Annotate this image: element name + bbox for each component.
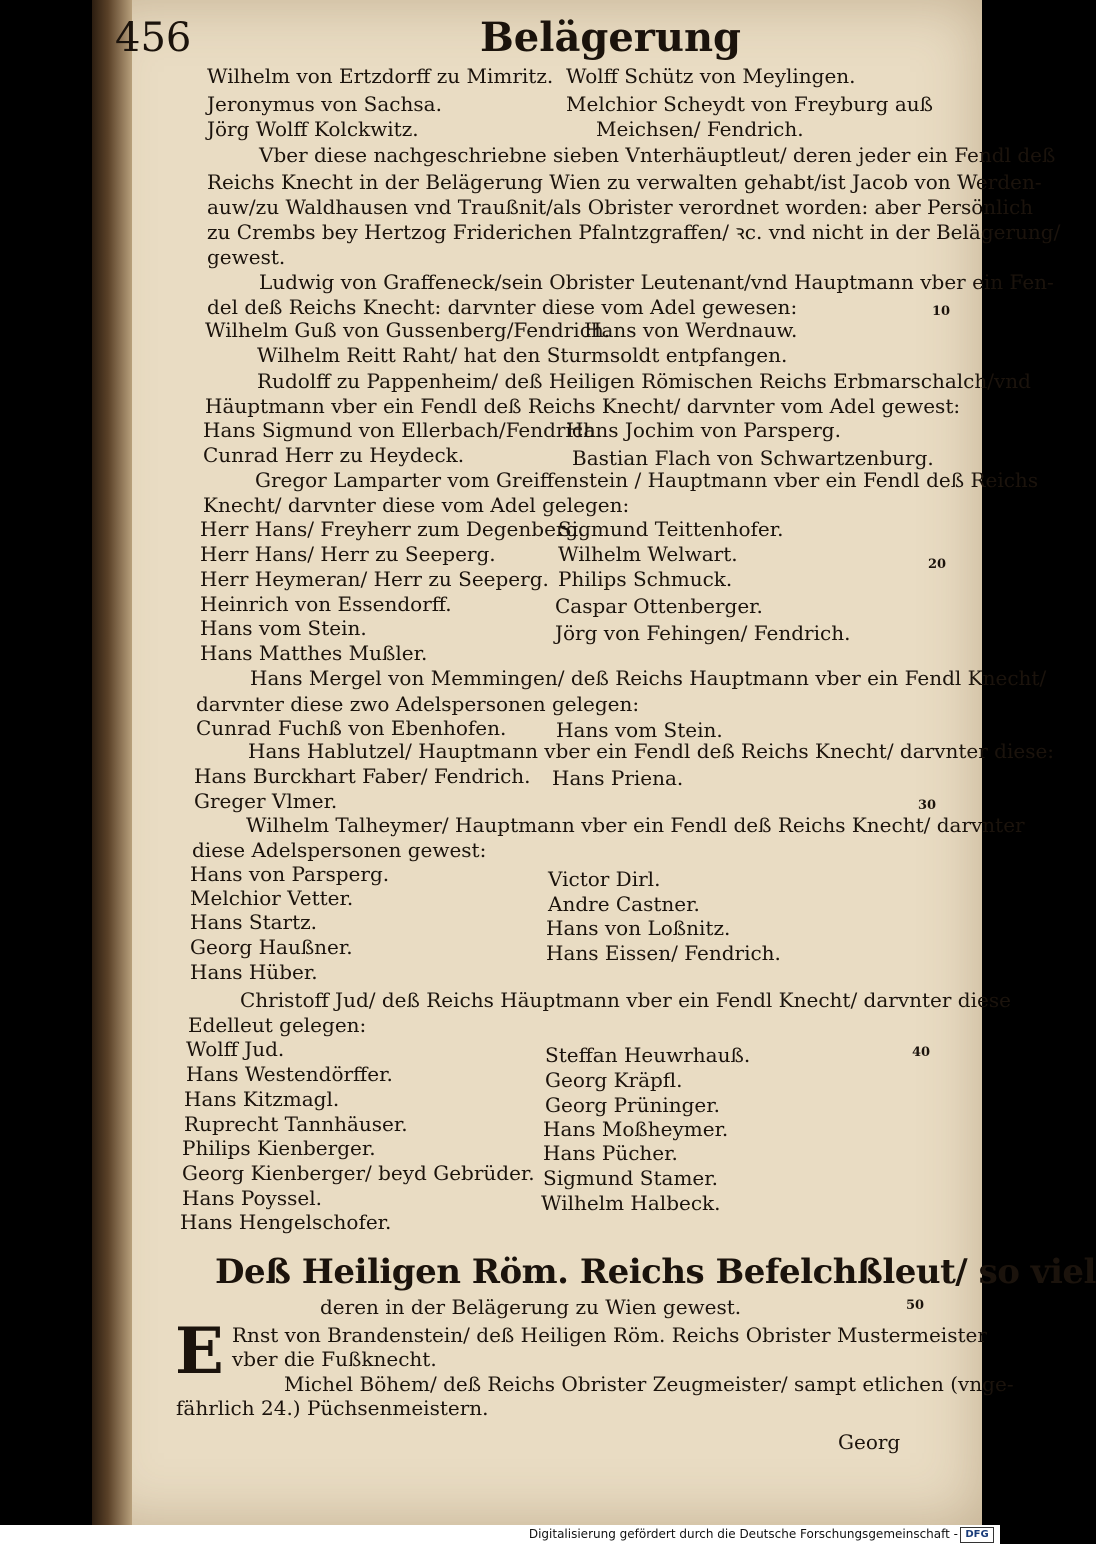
text-line: Ruprecht Tannhäuser.: [184, 1112, 408, 1136]
footer-credit: Digitalisierung gefördert durch die Deutsche Forschungsgemeinschaft -: [528, 1527, 958, 1541]
text-line: vber die Fußknecht.: [232, 1347, 437, 1371]
text-line: Cunrad Herr zu Heydeck.: [203, 443, 465, 467]
text-line: Bastian Flach von Schwartzenburg.: [572, 446, 934, 470]
text-line: Hans von Parsperg.: [190, 862, 390, 886]
text-line: Philips Kienberger.: [182, 1136, 376, 1160]
text-line: Cunrad Fuchß von Ebenhofen.: [196, 716, 507, 740]
line-number: 10: [932, 304, 951, 319]
text-line: Victor Dirl.: [548, 867, 661, 891]
text-line: Gregor Lamparter vom Greiffenstein / Hauptmann vber ein Fendl deß Reichs: [255, 468, 1039, 492]
text-line: Georg Kräpfl.: [545, 1068, 683, 1092]
text-line: Hans Hablutzel/ Hauptmann vber ein Fendl deß Reichs Knecht/ darvnter diese:: [248, 739, 1055, 763]
text-line: Herr Heymeran/ Herr zu Seeperg.: [200, 567, 549, 591]
text-line: Heinrich von Essendorff.: [200, 592, 452, 616]
text-line: Hans Mergel von Memmingen/ deß Reichs Hauptmann vber ein Fendl Knecht/: [250, 666, 1047, 690]
text-line: Hans Pücher.: [543, 1141, 678, 1165]
text-line: Michel Böhem/ deß Reichs Obrister Zeugmeister/ sampt etlichen (vnge-: [284, 1372, 1014, 1396]
text-line: auw/zu Waldhausen vnd Traußnit/als Obrister verordnet worden: aber Persönlich: [207, 195, 1034, 219]
text-line: Wilhelm Talheymer/ Hauptmann vber ein Fendl deß Reichs Knecht/ darvnter: [246, 813, 1025, 837]
line-number: 30: [918, 798, 937, 813]
text-line: Reichs Knecht in der Belägerung Wien zu verwalten gehabt/ist Jacob von Werden-: [207, 170, 1042, 194]
text-line: Hans Startz.: [190, 910, 318, 934]
text-line: Hans Poyssel.: [182, 1186, 322, 1210]
dfg-logo: DFG: [960, 1527, 994, 1543]
text-line: Knecht/ darvnter diese vom Adel gelegen:: [203, 493, 630, 517]
text-line: Herr Hans/ Freyherr zum Degenberg.: [200, 517, 585, 541]
text-line: Steffan Heuwrhauß.: [545, 1043, 751, 1067]
text-line: Hans vom Stein.: [200, 616, 367, 640]
text-line: Philips Schmuck.: [558, 567, 733, 591]
text-line: Hans Hengelschofer.: [180, 1210, 392, 1234]
text-line: Christoff Jud/ deß Reichs Häuptmann vber ein Fendl Knecht/ darvnter diese: [240, 988, 1011, 1012]
text-line: Wilhelm Welwart.: [558, 542, 738, 566]
text-line: Hans Eissen/ Fendrich.: [546, 941, 781, 965]
catchword: Georg: [838, 1430, 901, 1454]
text-line: Hans Burckhart Faber/ Fendrich.: [194, 764, 531, 788]
text-line: gewest.: [207, 245, 286, 269]
text-line: Hans von Loßnitz.: [546, 916, 731, 940]
line-number: 20: [928, 557, 947, 572]
text-line: zu Crembs bey Hertzog Friderichen Pfalntzgraffen/ ꝛc. vnd nicht in der Belägerung/: [207, 220, 1061, 244]
text-line: Jeronymus von Sachsa.: [207, 92, 442, 116]
text-line: Hans von Werdnauw.: [584, 318, 798, 342]
text-line: darvnter diese zwo Adelspersonen gelegen:: [196, 692, 640, 716]
book-spine: [92, 0, 132, 1525]
text-line: Rudolff zu Pappenheim/ deß Heiligen Römischen Reichs Erbmarschalch/vnd: [257, 369, 1031, 393]
page-number: 456: [115, 15, 192, 61]
text-line: Meichsen/ Fendrich.: [596, 117, 804, 141]
text-line: Wilhelm von Ertzdorff zu Mimritz.: [207, 64, 554, 88]
line-number: 40: [912, 1045, 931, 1060]
text-line: Wolff Jud.: [186, 1037, 285, 1061]
text-line: Hans Westendörffer.: [186, 1062, 393, 1086]
text-line: Rnst von Brandenstein/ deß Heiligen Röm. Reichs Obrister Mustermeister: [232, 1323, 987, 1347]
text-line: Andre Castner.: [548, 892, 700, 916]
text-line: Jörg Wolff Kolckwitz.: [207, 117, 419, 141]
text-line: Jörg von Fehingen/ Fendrich.: [555, 621, 851, 645]
text-line: Vber diese nachgeschriebne sieben Vnterhäuptleut/ deren jeder ein Fendl deß: [259, 143, 1056, 167]
text-line: Edelleut gelegen:: [188, 1013, 367, 1037]
drop-cap: E: [175, 1314, 224, 1389]
text-line: Hans Priena.: [552, 766, 684, 790]
text-line: Melchior Scheydt von Freyburg auß: [566, 92, 933, 116]
text-line: Hans vom Stein.: [556, 718, 723, 742]
text-line: Georg Haußner.: [190, 935, 353, 959]
text-line: Hans Kitzmagl.: [184, 1087, 340, 1111]
text-line: Melchior Vetter.: [190, 886, 354, 910]
text-line: Hans Matthes Mußler.: [200, 641, 428, 665]
text-line: Sigmund Stamer.: [543, 1166, 718, 1190]
text-line: Wolff Schütz von Meylingen.: [566, 64, 856, 88]
text-line: Hans Jochim von Parsperg.: [566, 418, 841, 442]
text-line: Georg Prüninger.: [545, 1093, 720, 1117]
text-line: Wilhelm Guß von Gussenberg/Fendrich.: [205, 318, 611, 342]
text-line: Hans Hüber.: [190, 960, 318, 984]
text-line: Ludwig von Graffeneck/sein Obrister Leutenant/vnd Hauptmann vber ein Fen-: [259, 270, 1054, 294]
text-line: Häuptmann vber ein Fendl deß Reichs Knecht/ darvnter vom Adel gewest:: [205, 394, 961, 418]
text-line: Wilhelm Halbeck.: [541, 1191, 721, 1215]
text-line: del deß Reichs Knecht: darvnter diese vom Adel gewesen:: [207, 295, 798, 319]
text-line: Wilhelm Reitt Raht/ hat den Sturmsoldt entpfangen.: [257, 343, 788, 367]
line-number: 50: [906, 1298, 925, 1313]
footer-bar: [0, 1525, 1000, 1544]
text-line: Georg Kienberger/ beyd Gebrüder.: [182, 1161, 535, 1185]
text-line: Hans Sigmund von Ellerbach/Fendrich.: [203, 418, 603, 442]
text-line: diese Adelspersonen gewest:: [192, 838, 487, 862]
text-line: Greger Vlmer.: [194, 789, 338, 813]
text-line: Caspar Ottenberger.: [555, 594, 763, 618]
running-head: Belägerung: [480, 14, 741, 61]
text-line: Hans Moßheymer.: [543, 1117, 729, 1141]
text-line: fährlich 24.) Püchsenmeistern.: [176, 1396, 489, 1420]
text-line: Herr Hans/ Herr zu Seeperg.: [200, 542, 496, 566]
text-line: Sigmund Teittenhofer.: [558, 517, 784, 541]
section-heading: Deß Heiligen Röm. Reichs Befelchßleut/ so viel: [215, 1252, 1096, 1292]
section-subheading: deren in der Belägerung zu Wien gewest.: [320, 1295, 742, 1319]
